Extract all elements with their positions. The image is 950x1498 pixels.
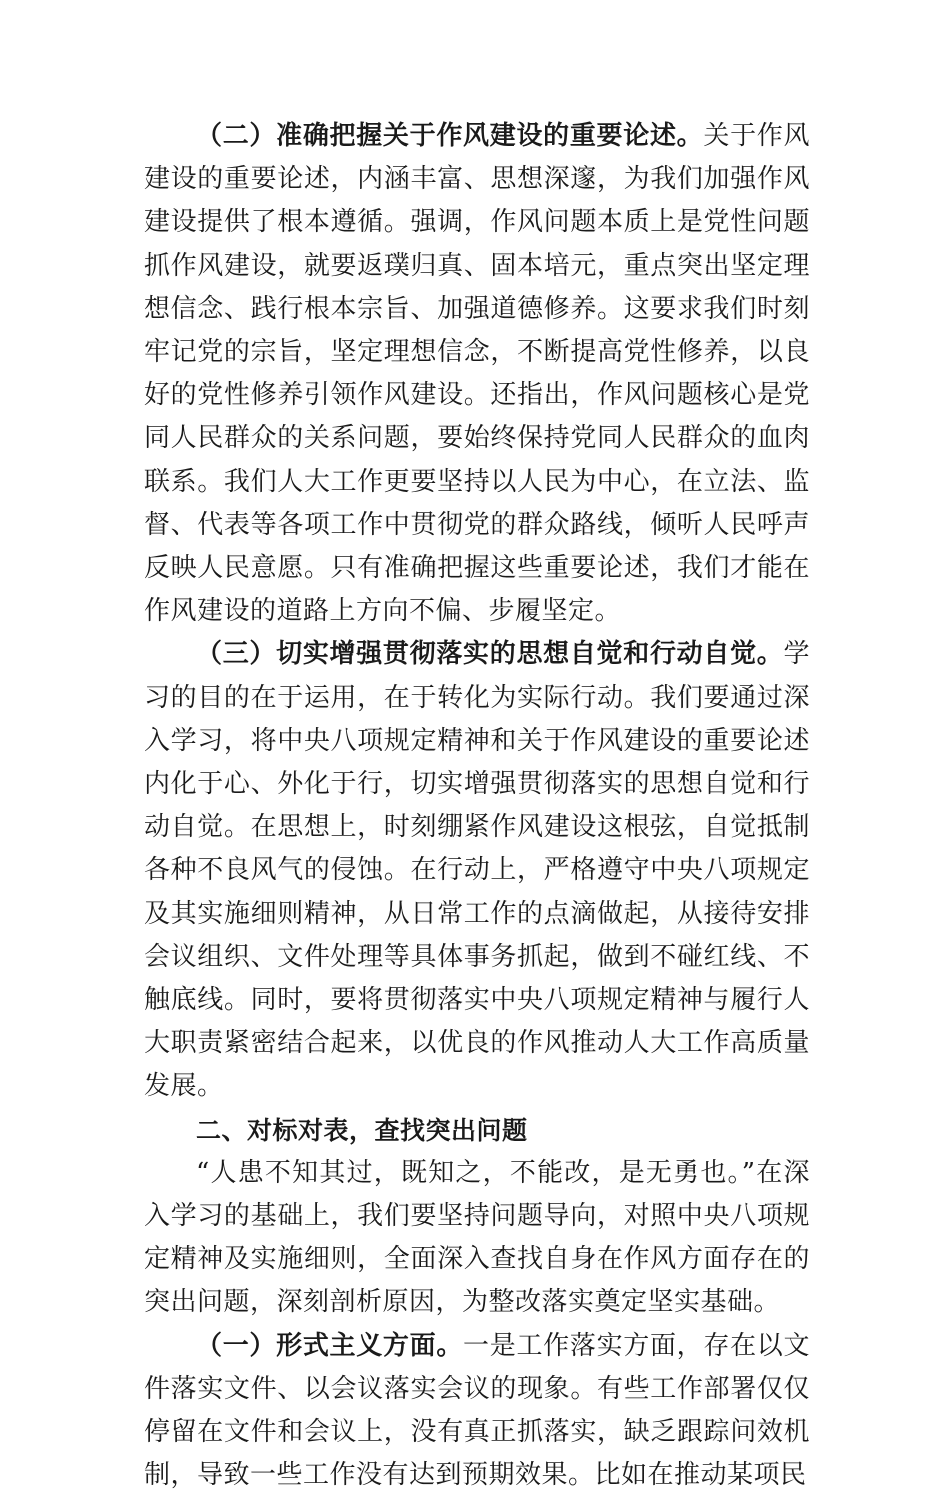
paragraph-body: 一是工作落实方面，存在以文件落实文件、以会议落实会议的现象。有些工作部署仅仅停留在文件和会议上，没有真正抓落实，缺乏跟踪问效机制，导致一些工作没有达到预期效果。比如在推动某项民: [144, 1330, 810, 1491]
paragraph-subsection-1: [144, 1325, 810, 1498]
document-page: [144, 115, 810, 1498]
paragraph-lead: （一）形式主义方面。: [196, 1330, 464, 1361]
paragraph-quote: “人患不知其过，既知之，不能改，是无勇也。”在深入学习的基础上，我们要坚持问题导向，对照中央八项规定精神及实施细则，全面深入查找自身在作风方面存在的突出问题，深刻剖析原因，为整改落实奠定坚实基础。: [144, 1157, 810, 1318]
section-heading: 二、对标对表，查找突出问题: [196, 1115, 528, 1145]
paragraph-body: 关于作风建设的重要论述，内涵丰富、思想深邃，为我们加强作风建设提供了根本遵循。强调，作风问题本质上是党性问题抓作风建设，就要返璞归真、固本培元，重点突出坚定理想信念、践行根本宗旨、加强道德修养。这要求我们时刻牢记党的宗旨，坚定理想信念，不断提高党性修养，以良好的党性修养引领作风建设。还指出，作风问题核心是党同人民群众的关系问题，要始终保持党同人民群众的血肉联系。我们人大工作更要坚持以人民为中心，在立法、监督、代表等各项工作中贯彻党的群众路线，倾听人民呼声反映人民意愿。只有准确把握这些重要论述，我们才能在作风建设的道路上方向不偏、步履坚定。: [144, 121, 810, 627]
paragraph-lead: （二）准确把握关于作风建设的重要论述。: [196, 121, 704, 151]
paragraph-section-3: [144, 633, 810, 1108]
paragraph-section-2: [144, 115, 810, 633]
paragraph-lead: （三）切实增强贯彻落实的思想自觉和行动自觉。: [196, 639, 784, 670]
paragraph-body: 学习的目的在于运用，在于转化为实际行动。我们要通过深入学习，将中央八项规定精神和关于作风建设的重要论述内化于心、外化于行，切实增强贯彻落实的思想自觉和行动自觉。在思想上，时刻绷紧作风建设这根弦，自觉抵制各种不良风气的侵蚀。在行动上，严格遵守中央八项规定及其实施细则精神，从日常工作的点滴做起，从接待安排会议组织、文件处理等具体事务抓起，做到不碰红线、不触底线。同时，要将贯彻落实中央八项规定精神与履行人大职责紧密结合起来，以优良的作风推动人大工作高质量发展。: [144, 639, 810, 1102]
